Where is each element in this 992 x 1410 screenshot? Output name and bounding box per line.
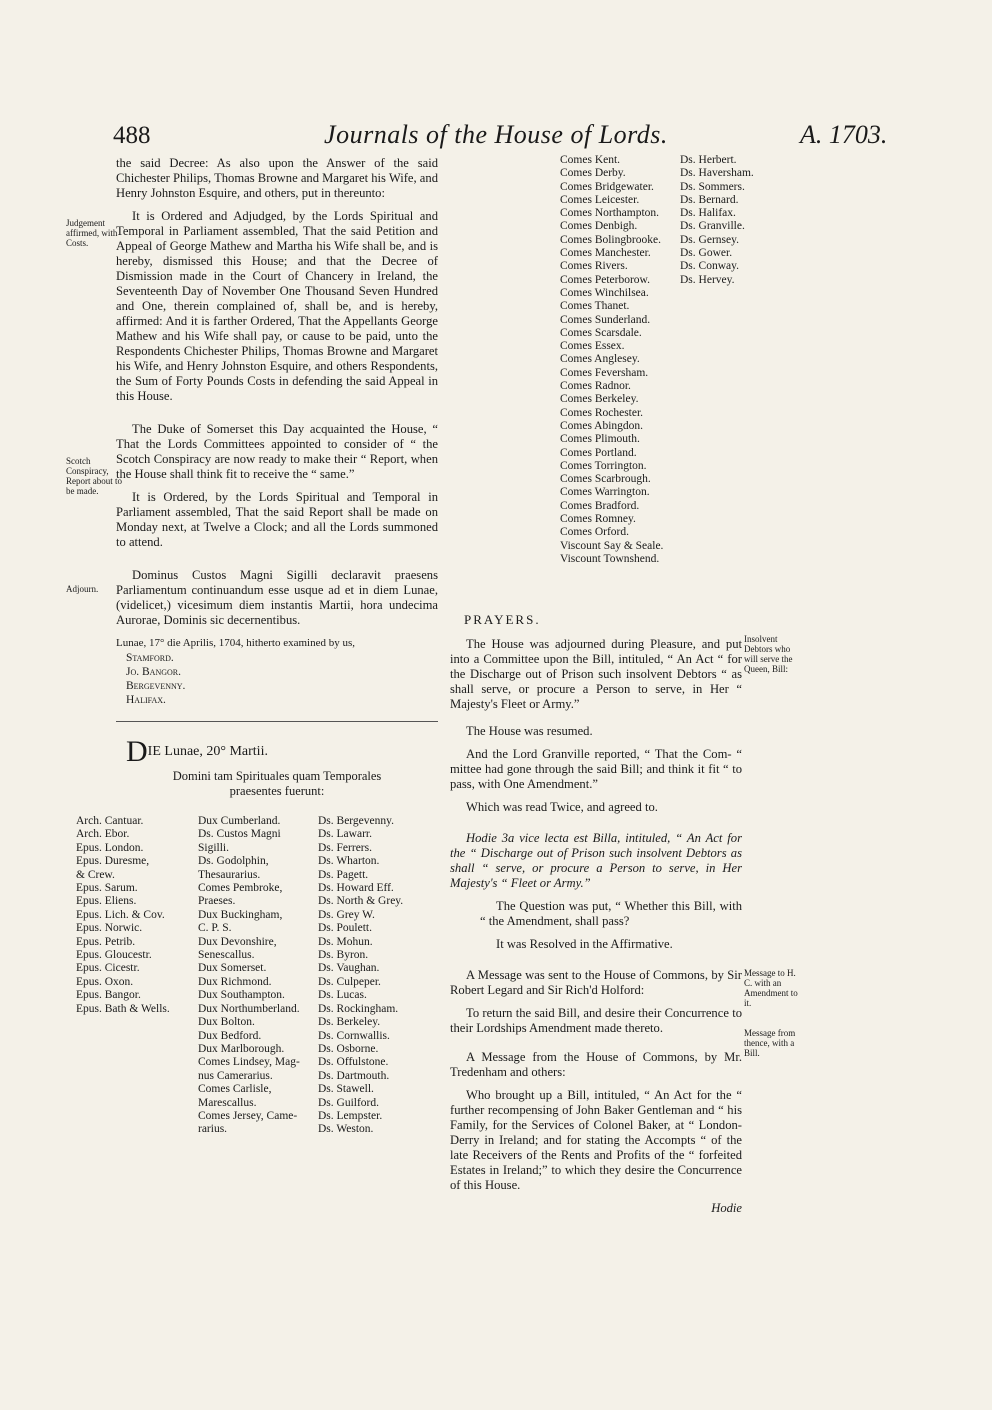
margin-note-scotch: Scotch Conspiracy, Report about to be made. [66, 456, 122, 496]
attendance-name: Ds. Bergevenny. [318, 815, 395, 827]
attendance-name: Praeses. [198, 895, 236, 908]
attendance-name: Comes Denbigh. [560, 220, 638, 233]
attendance-name: Epus. Bangor. [76, 989, 141, 1002]
attendance-name: Dux Buckingham, [198, 908, 283, 921]
attendance-name: Comes Bridgewater. [560, 180, 654, 193]
attendance-name: Ds. Weston. [318, 1123, 374, 1136]
attendance-name: Dux Bolton. [198, 1016, 255, 1029]
attendance-name: Comes Portland. [560, 446, 637, 459]
signature-bergevenny: Bergevenny. [126, 680, 186, 692]
attendance-name: Ds. Granville. [680, 220, 745, 233]
session-date-text: IE Lunae, 20° Martii. [147, 744, 268, 759]
attendance-name: Dux Northumberland. [198, 1002, 300, 1015]
attendance-name: Comes Scarsdale. [560, 326, 642, 339]
attendance-name: Epus. Oxon. [76, 975, 134, 988]
attendance-name: Epus. Sarum. [76, 882, 138, 895]
attendance-name: Comes Derby. [560, 167, 626, 180]
somerset-paragraph: The Duke of Somerset this Day acquainted the House, “ That the Lords Committees appointed to consider of “ the Scotch Conspiracy are now ready to make their “ Report, when the House shall think fit to receive the “ same.” [116, 422, 438, 481]
attendance-name: Epus. Duresme, [76, 855, 150, 868]
attendance-name: Epus. Eliens. [76, 895, 137, 908]
attendance-name: Ds. Custos Magni [198, 828, 281, 841]
prayers-heading: PRAYERS. [464, 612, 541, 627]
attendance-name: Dux Richmond. [198, 975, 272, 988]
attendance-name: Ds. Dartmouth. [318, 1069, 390, 1082]
right-column [450, 592, 742, 1216]
intro-paragraph: the said Decree: As also upon the Answer of the said Chichester Philips, Thomas Browne and Margaret his Wife, and Henry Johnston Esquire, and others, put in thereunto: [116, 156, 438, 200]
attendance-name: Ds. Hervey. [680, 273, 735, 286]
attendance-name: & Crew. [76, 868, 115, 881]
attendance-name: Comes Abingdon. [560, 419, 644, 432]
attendance-name: Ds. Culpeper. [318, 975, 381, 988]
attendance-name: Comes Plimouth. [560, 433, 640, 446]
attendance-name: Comes Northampton. [560, 207, 660, 220]
attendance-name: Comes Bolingbrooke. [560, 233, 661, 246]
attendance-name: Ds. North & Grey. [318, 895, 404, 908]
judgement-paragraph: It is Ordered and Adjudged, by the Lords Spiritual and Temporal in Parliament assembled, That the said Petition and Appeal of George Mathew and Martha his Wife shall be, and is hereby, dismissed this House; and that the Decree of Dismission made in the Court of Chancery in Ireland, the Seventeenth Day of November One Thousand Seven Hundred and One, therein complained of, shall be, and is hereby, affirmed: And it is farther Ordered, That the Appellants George Mathew and his Wife shall pay, or cause to be paid, unto the Respondents Chichester Philips, Thomas Browne and Margaret his Wife, and Henry Johnston Esquire, and others Respondents, the Sum of Forty Pounds Costs in defending the said Appeal in this House. [116, 209, 438, 403]
attendance-name: Sigilli. [198, 841, 229, 854]
attendance-list [76, 815, 438, 1137]
attendance-name: Dux Somerset. [198, 962, 267, 975]
section-divider [116, 721, 438, 724]
attendance-name: Ds. Offulstone. [318, 1056, 389, 1069]
attendance-name: Ds. Stawell. [318, 1083, 374, 1096]
examined-line: Lunae, 17° die Aprilis, 1704, hitherto examined by us, [116, 637, 356, 649]
brought-paragraph: Who brought up a Bill, intituled, “ An Act for the “ further recompensing of John Baker Gentleman and “ his Family, for the Services of Colonel Baker, at “ London-Derry in Ireland; and for stating the Accompts “ of the late Receivers of the Rents and Profits of the “ forfeited Estates in Ireland;” to which they desire the Concurrence of this House. [450, 1088, 742, 1192]
attendance-name: Epus. Gloucestr. [76, 949, 152, 962]
signature-bangor: Jo. Bangor. [126, 666, 181, 678]
resumed-paragraph: The House was resumed. [466, 724, 593, 738]
attendance-name: Ds. Wharton. [318, 855, 380, 868]
attendance-name: Comes Feversham. [560, 366, 649, 379]
attendance-name: Viscount Say & Seale. [560, 539, 664, 552]
attendance-name: Ds. Herbert. [680, 154, 737, 166]
attendance-name: Comes Berkeley. [560, 393, 639, 406]
attendance-name: Ds. Poulett. [318, 922, 372, 935]
question-paragraph: The Question was put, “ Whether this Bill, with “ the Amendment, shall pass? [480, 899, 742, 928]
attendance-name: Epus. Cicestr. [76, 962, 140, 975]
attendance-name: Comes Romney. [560, 513, 636, 526]
attendance-name: rarius. [198, 1123, 228, 1136]
margin-note-insolvent: Insolvent Debtors who will serve the Queen, Bill: [744, 634, 793, 674]
attendance-barons-2 [680, 154, 754, 287]
attendance-name: Ds. Osborne. [318, 1042, 379, 1055]
attendance-name: Ds. Lucas. [318, 989, 367, 1002]
attendance-name: Epus. Lich. & Cov. [76, 908, 165, 921]
attendance-name: Thesaurarius. [198, 868, 261, 881]
attendance-name: Senescallus. [198, 949, 255, 962]
attendance-name: Ds. Sommers. [680, 180, 745, 193]
attendance-name: Comes Sunderland. [560, 313, 651, 326]
attendance-name: C. P. S. [198, 922, 232, 935]
attendance-name: Ds. Haversham. [680, 167, 754, 180]
attendance-name: Ds. Conway. [680, 260, 739, 273]
attendance-name: Ds. Vaughan. [318, 962, 380, 975]
attendance-heading: Domini tam Spirituales quam Temporales praesentes fuerunt: [172, 769, 382, 798]
report-order-paragraph: It is Ordered, by the Lords Spiritual and Temporal in Parliament assembled, That the said Report shall be made on Monday next, at Twelve a Clock; and all the Lords summoned to attend. [116, 490, 438, 549]
margin-note-adjourn: Adjourn. [66, 584, 99, 594]
attendance-name: Ds. Halifax. [680, 207, 736, 220]
attendance-name: Comes Pembroke, [198, 882, 283, 895]
attendance-name: Dux Marlborough. [198, 1042, 285, 1055]
attendance-name: Ds. Mohun. [318, 935, 373, 948]
margin-note-judgement: Judgement affirmed, with Costs. [66, 218, 118, 248]
attendance-name: Comes Torrington. [560, 459, 647, 472]
page-number: 488 [113, 122, 151, 149]
attendance-name: Epus. London. [76, 841, 144, 854]
attendance-name: Comes Carlisle, [198, 1083, 272, 1096]
attendance-name: Viscount Townshend. [560, 552, 660, 565]
attendance-name: Comes Winchilsea. [560, 286, 649, 299]
margin-note-message-from: Message from thence, with a Bill. [744, 1028, 796, 1058]
attendance-name: Comes Anglesey. [560, 353, 640, 366]
attendance-name: Dux Devonshire, [198, 935, 277, 948]
margin-note-message-to: Message to H. C. with an Amendment to it. [744, 968, 798, 1008]
message-from-paragraph: A Message from the House of Commons, by Mr. Tredenham and others: [450, 1050, 742, 1079]
attendance-name: Dux Southampton. [198, 989, 285, 1002]
attendance-barons [318, 815, 428, 1137]
attendance-name: Comes Manchester. [560, 247, 651, 260]
attendance-name: Comes Kent. [560, 154, 621, 166]
attendance-name: Dux Cumberland. [198, 815, 281, 827]
attendance-name: Comes Leicester. [560, 193, 640, 206]
read-paragraph: Which was read Twice, and agreed to. [466, 800, 658, 814]
attendance-name: Epus. Bath & Wells. [76, 1002, 170, 1015]
attendance-name: Arch. Cantuar. [76, 815, 144, 827]
attendance-name: Comes Essex. [560, 340, 625, 353]
year-heading: A. 1703. [800, 120, 888, 149]
attendance-name: Ds. Howard Eff. [318, 882, 394, 895]
hodie-paragraph: Hodie 3a vice lecta est Billa, intituled, “ An Act for the “ Discharge out of Prison such insolvent Debtors as shall “ serve, or procure a Person to serve, in Her Majesty's “ Fleet or Army.” [450, 831, 742, 890]
granville-paragraph: And the Lord Granville reported, “ That the Com- “ mittee had gone through the said Bill; and think it fit “ to pass, with One Amendment.” [450, 747, 742, 791]
attendance-name: Ds. Lempster. [318, 1109, 383, 1122]
attendance-name: Comes Radnor. [560, 380, 631, 393]
attendance-name: Dux Bedford. [198, 1029, 262, 1042]
resolved-paragraph: It was Resolved in the Affirmative. [496, 937, 673, 951]
attendance-name: Ds. Ferrers. [318, 841, 372, 854]
catchword: Hodie [711, 1201, 742, 1215]
attendance-name: Ds. Lawarr. [318, 828, 372, 841]
attendance-name: Comes Lindsey, Mag- [198, 1056, 300, 1069]
attendance-name: Ds. Gernsey. [680, 233, 739, 246]
attendance-name: Ds. Gower. [680, 247, 733, 260]
attendance-name: Ds. Cornwallis. [318, 1029, 390, 1042]
attendance-name: Comes Rivers. [560, 260, 628, 273]
committee-paragraph: The House was adjourned during Pleasure, and put into a Committee upon the Bill, intituled, “ An Act “ for the Discharge out of Prison such insolvent Debtors “ as shall serve, or procure a Person to serve, in Her “ Majesty's Fleet or Army.” [450, 637, 742, 711]
attendance-name: Comes Orford. [560, 526, 629, 539]
attendance-name: Ds. Grey W. [318, 908, 375, 921]
attendance-name: Arch. Ebor. [76, 828, 130, 841]
drop-cap: D [126, 735, 148, 768]
attendance-name: Comes Scarbrough. [560, 473, 651, 486]
attendance-name: Comes Thanet. [560, 300, 630, 313]
attendance-name: Ds. Bernard. [680, 193, 739, 206]
attendance-name: Epus. Petrib. [76, 935, 136, 948]
attendance-name: Ds. Guilford. [318, 1096, 380, 1109]
running-title: Journals of the House of Lords. [324, 120, 668, 149]
signature-halifax: Halifax. [126, 694, 166, 706]
attendance-name: Ds. Rockingham. [318, 1002, 399, 1015]
attendance-name: Comes Rochester. [560, 406, 644, 419]
message-sent-paragraph: A Message was sent to the House of Commons, by Sir Robert Legard and Sir Rich'd Holford: [450, 968, 742, 997]
attendance-name: nus Camerarius. [198, 1069, 273, 1082]
attendance-name: Comes Bradford. [560, 499, 640, 512]
attendance-earls [560, 154, 663, 566]
attendance-name: Marescallus. [198, 1096, 257, 1109]
attendance-name: Epus. Norwic. [76, 922, 143, 935]
signature-stamford: Stamford. [126, 652, 174, 664]
attendance-name: Ds. Godolphin, [198, 855, 269, 868]
session-date [126, 735, 438, 768]
return-paragraph: To return the said Bill, and desire their Concurrence to their Lordships Amendment made thereto. [450, 1006, 742, 1035]
attendance-name: Comes Peterborow. [560, 273, 650, 286]
attendance-name: Ds. Pagett. [318, 868, 369, 881]
attendance-name: Comes Warrington. [560, 486, 650, 499]
attendance-name: Ds. Berkeley. [318, 1016, 381, 1029]
adjourn-paragraph: Dominus Custos Magni Sigilli declaravit praesens Parliamentum continuandum esse usque ad et in diem Lunae, (videlicet,) vicesimum diem instantis Martii, hora undecima Aurorae, Dominis sic decernentibus. [116, 568, 438, 627]
attendance-name: Ds. Byron. [318, 949, 369, 962]
attendance-bishops [76, 815, 198, 1137]
attendance-name: Comes Jersey, Came- [198, 1109, 298, 1122]
attendance-dukes [198, 815, 318, 1137]
